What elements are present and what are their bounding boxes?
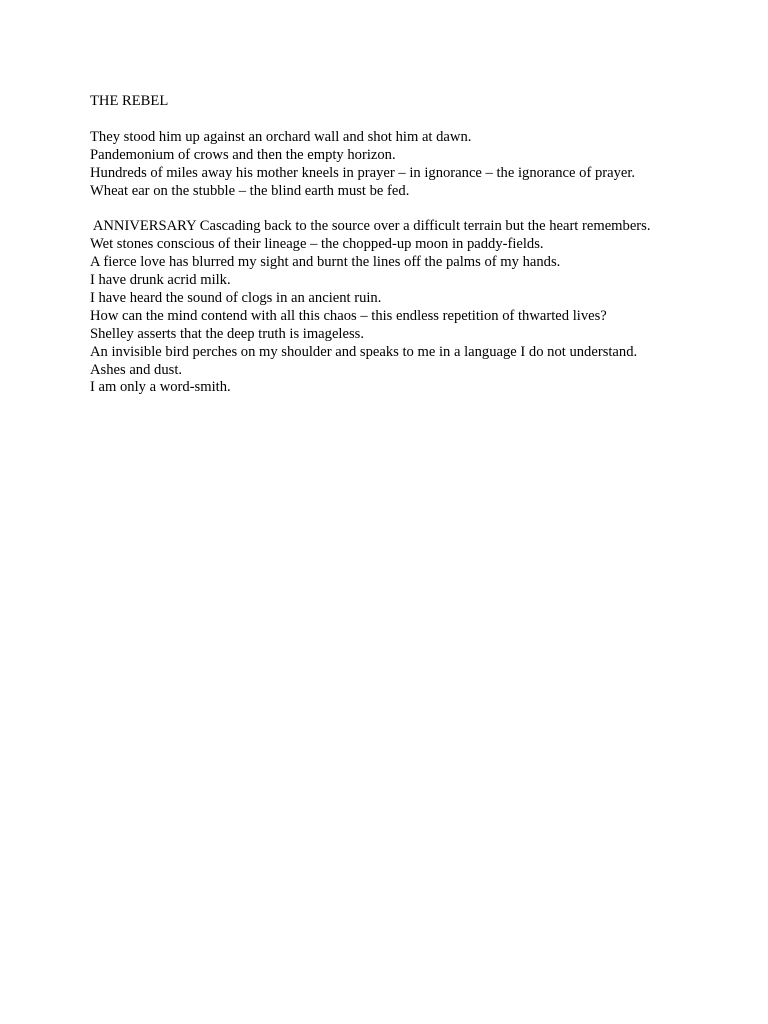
poem-line: I have drunk acrid milk.	[90, 272, 231, 289]
poem-line: Shelley asserts that the deep truth is imageless.	[90, 325, 364, 342]
poem-line: How can the mind contend with all this chaos – this endless repetition of thwarted lives?	[90, 307, 607, 324]
poem-line: I am only a word-smith.	[90, 379, 231, 396]
poem-line: Wheat ear on the stubble – the blind earth must be fed.	[90, 182, 410, 199]
poem-line: They stood him up against an orchard wall and shot him at dawn.	[90, 128, 472, 145]
document-body	[90, 93, 730, 397]
poem-line: I have heard the sound of clogs in an ancient ruin.	[90, 289, 382, 306]
poem-line: A fierce love has blurred my sight and burnt the lines off the palms of my hands.	[90, 254, 561, 271]
poem-title: THE REBEL	[90, 93, 169, 109]
poem-line: Ashes and dust.	[90, 361, 183, 378]
blank-line	[90, 200, 730, 218]
poem-line: Hundreds of miles away his mother kneels in prayer – in ignorance – the ignorance of prayer.	[90, 164, 636, 181]
poem-line: Wet stones conscious of their lineage – the chopped-up moon in paddy-fields.	[90, 236, 544, 253]
blank-line	[90, 111, 730, 129]
poem-line: Pandemonium of crows and then the empty horizon.	[90, 146, 396, 163]
poem-line: An invisible bird perches on my shoulder and speaks to me in a language I do not understand.	[90, 343, 638, 360]
poem-line: ANNIVERSARY Cascading back to the source over a difficult terrain but the heart remembers.	[90, 218, 651, 235]
